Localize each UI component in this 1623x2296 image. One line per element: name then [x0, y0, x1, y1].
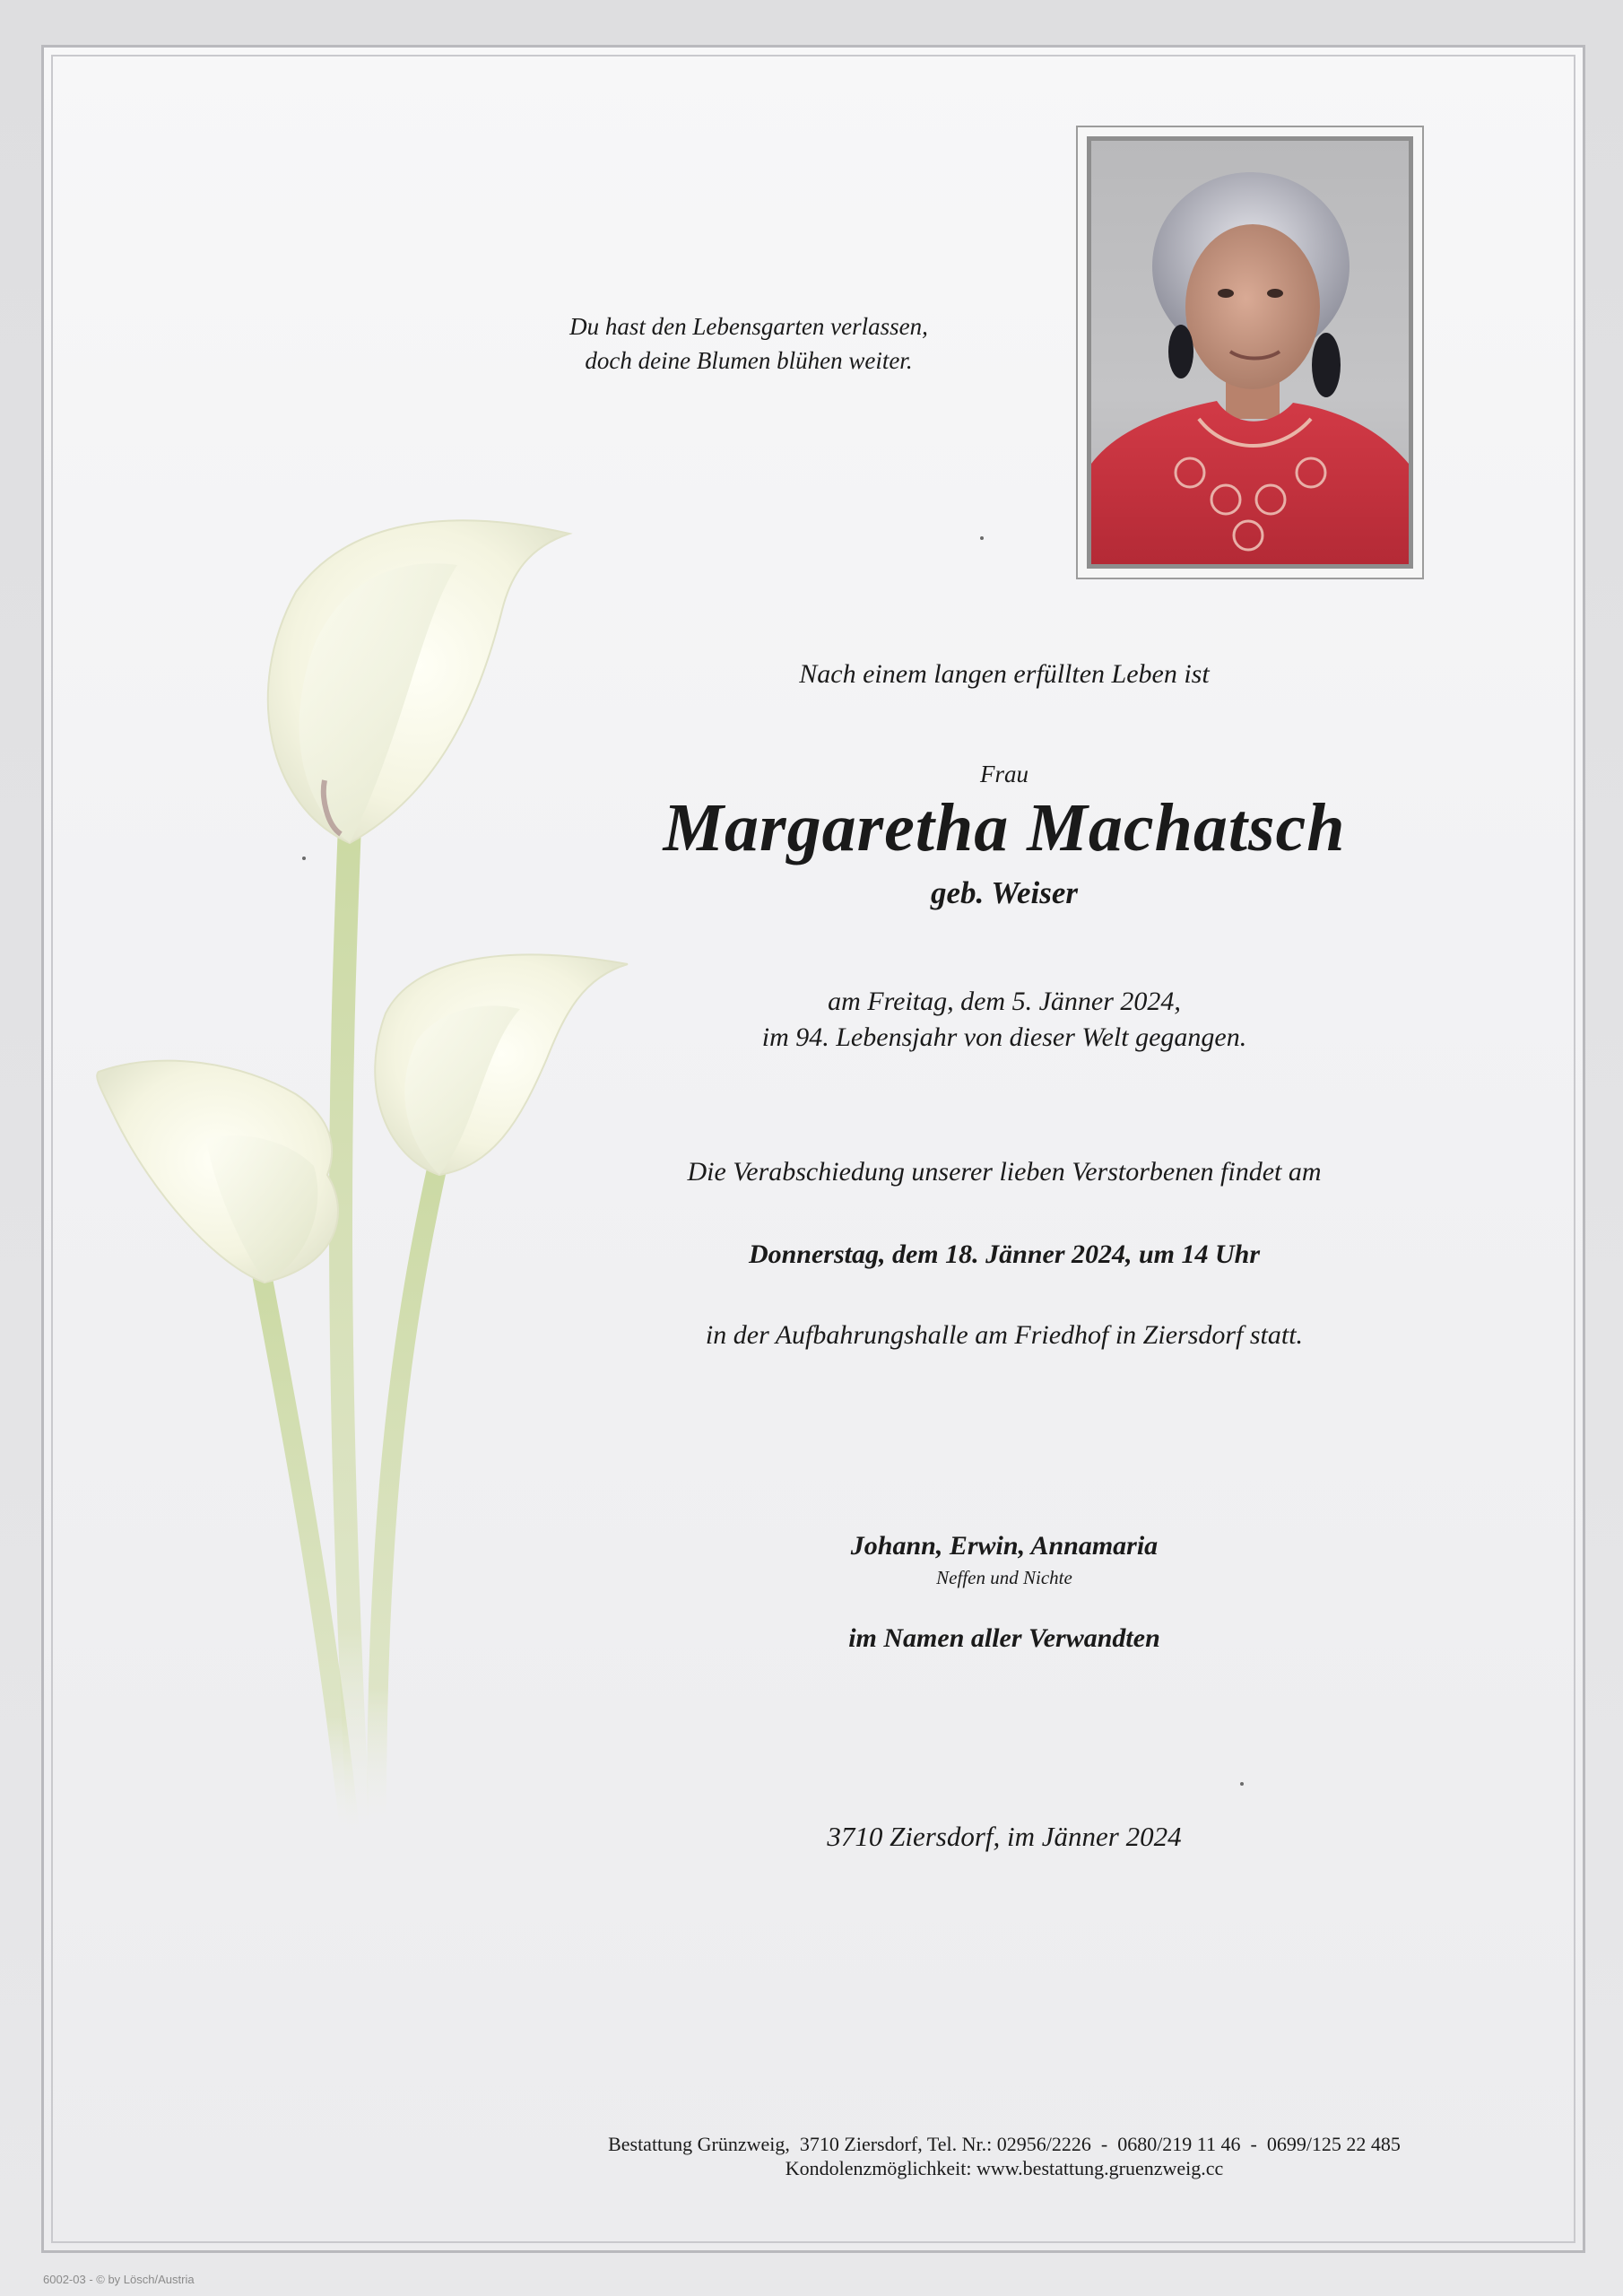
top-lily-flower — [268, 520, 569, 843]
footer-contact: Bestattung Grünzweig, 3710 Ziersdorf, Tel. Nr.: 02956/2226 - 0680/219 11 46 - 0699/125 22 485 — [608, 2133, 1401, 2155]
paper-speck — [1240, 1782, 1244, 1786]
paper-speck — [302, 857, 306, 860]
print-credit: 6002-03 - © by Lösch/Austria — [43, 2273, 195, 2286]
death-notice — [628, 984, 1381, 1056]
right-lily-flower — [375, 954, 628, 1175]
main-stem — [341, 825, 359, 1830]
mourner-names: Johann, Erwin, Annamaria — [850, 1531, 1159, 1561]
memorial-quote — [484, 309, 1013, 378]
relatives-line: im Namen aller Verwandten — [848, 1623, 1160, 1653]
funeral-home-footer — [502, 2132, 1506, 2180]
farewell-place: in der Aufbahrungshalle am Friedhof in Ziersdorf statt. — [705, 1320, 1304, 1350]
deceased-birth-name: geb. Weiser — [931, 875, 1078, 910]
footer-condolence: Kondolenzmöglichkeit: www.bestattung.gruenzweig.cc — [785, 2157, 1224, 2179]
intro-text: Nach einem langen erfüllten Leben ist — [799, 659, 1210, 689]
farewell-date: Donnerstag, dem 18. Jänner 2024, um 14 Uhr — [748, 1239, 1261, 1269]
quote-line-1: Du hast den Lebensgarten verlassen, — [569, 313, 928, 340]
portrait-frame — [1076, 126, 1424, 579]
left-lily-flower — [97, 1061, 338, 1283]
deceased-title: Frau — [980, 761, 1028, 787]
death-age-line: im 94. Lebensjahr von dieser Welt gegangen. — [761, 1022, 1247, 1052]
deceased-name: Margaretha Machatsch — [663, 790, 1346, 865]
paper-speck — [980, 536, 984, 540]
farewell-announcement: Die Verabschiedung unserer lieben Verstorbenen findet am — [687, 1157, 1322, 1187]
mourner-relation: Neffen und Nichte — [936, 1567, 1072, 1588]
town-date: 3710 Ziersdorf, im Jänner 2024 — [827, 1821, 1182, 1852]
death-date-line: am Freitag, dem 5. Jänner 2024, — [828, 987, 1181, 1016]
quote-line-2: doch deine Blumen blühen weiter. — [585, 347, 913, 374]
portrait-photo — [1087, 136, 1413, 569]
calla-lily-illustration — [81, 511, 655, 1874]
right-stem — [377, 1157, 439, 1821]
portrait-illustration — [1091, 141, 1409, 564]
